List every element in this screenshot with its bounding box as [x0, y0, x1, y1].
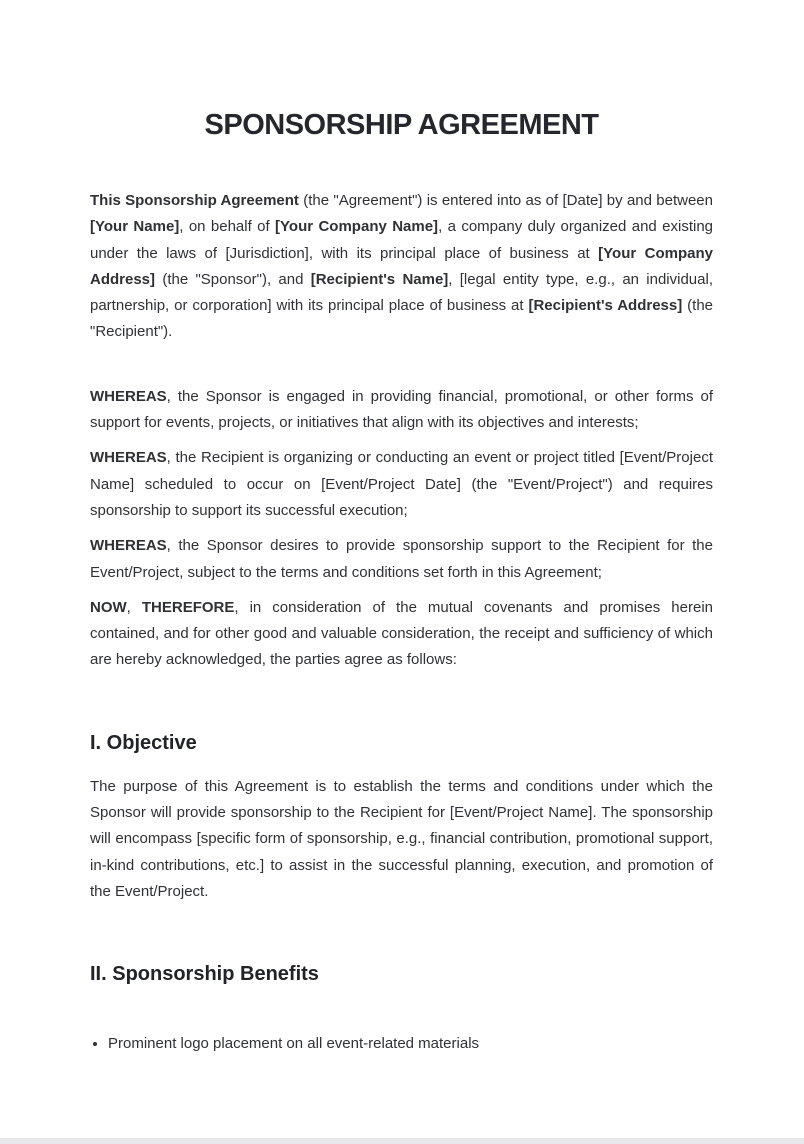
- section-body-objective: The purpose of this Agreement is to establish the terms and conditions under which the Sponsor will provide sponsorship to the Recipient for [Event/Project Name]. The sponsorship will encompass [specific form of sponsorship, e.g., financial contribution, promotional support, in-kind contributions, etc.] to assist in the successful planning, execution, and promotion of the Event/Project.: [90, 777, 713, 900]
- benefits-list-item: • Prominent logo placement on all event-related materials: [108, 1031, 713, 1057]
- document-title: SPONSORSHIP AGREEMENT: [204, 109, 599, 141]
- recital-paragraph-1: WHEREAS, the Sponsor is engaged in providing financial, promotional, or other forms of support for events, projects, or initiatives that align with its objectives and interests;: [90, 387, 713, 432]
- recital-paragraph-2: WHEREAS, the Recipient is organizing or conducting an event or project titled [Event/Project Name] scheduled to occur on [Event/Project Date] (the "Event/Project") and requires sponsorship to support its successful execution;: [90, 449, 713, 519]
- section-heading-sponsorship-benefits: II. Sponsorship Benefits: [90, 963, 319, 986]
- section-heading-objective: I. Objective: [90, 731, 197, 754]
- recital-paragraph-3: WHEREAS, the Sponsor desires to provide sponsorship support to the Recipient for the Event/Project, subject to the terms and conditions set forth in this Agreement;: [90, 537, 713, 581]
- recital-paragraph-now-therefore: NOW, THEREFORE, in consideration of the mutual covenants and promises herein contained, and for other good and valuable consideration, the receipt and sufficiency of which are hereby acknowledged, the parties agree as follows:: [90, 598, 713, 669]
- page-gap-divider: [0, 1138, 804, 1144]
- intro-paragraph: This Sponsorship Agreement (the "Agreement") is entered into as of [Date] by and between [Your Name], on behalf of [Your Company Name], a company duly organized and existing under the laws of [Jurisdiction], with its principal place of business at [Your Company Address] (the "Sponsor"), and [Recipient's Name], [legal entity type, e.g., an individual, partnership, or corporation] with its principal place of business at [Recipient's Address] (the "Recipient").: [90, 192, 714, 341]
- benefits-list: [90, 1031, 713, 1057]
